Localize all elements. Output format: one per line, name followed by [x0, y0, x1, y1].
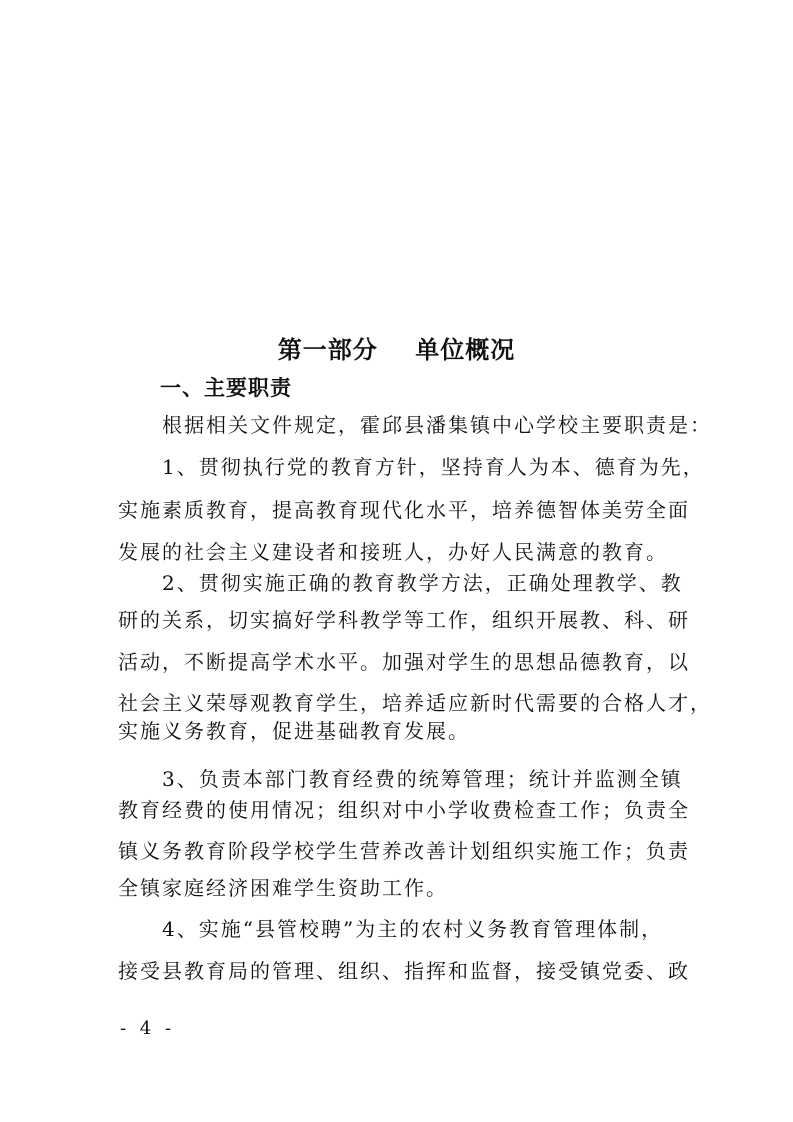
body-line: 根据相关文件规定，霍邱县潘集镇中心学校主要职责是：: [162, 413, 712, 437]
body-line: 全镇家庭经济困难学生资助工作。: [118, 876, 448, 900]
page-number: - 4 -: [120, 1018, 176, 1039]
body-line: 实施义务教育，促进基础教育发展。: [118, 719, 470, 743]
body-line: 4、实施“县管校聘”为主的农村义务教育管理体制，: [162, 917, 664, 941]
body-line: 镇义务教育阶段学校学生营养改善计划组织实施工作；负责: [118, 839, 690, 863]
body-line: 3、负责本部门教育经费的统筹管理；统计并监测全镇: [162, 767, 683, 791]
body-line: 教育经费的使用情况；组织对中小学收费检查工作；负责全: [118, 798, 690, 822]
body-line: 1、贯彻执行党的教育方针，坚持育人为本、德育为先，: [162, 455, 705, 479]
part-title: 第一部分 单位概况: [277, 336, 516, 364]
body-line: 活动，不断提高学术水平。加强对学生的思想品德教育，以: [118, 650, 690, 674]
section-heading: 一、主要职责: [160, 376, 292, 400]
body-line: 实施素质教育，提高教育现代化水平，培养德智体美劳全面: [118, 498, 690, 522]
body-line: 社会主义荣辱观教育学生，培养适应新时代需要的合格人才，: [118, 691, 712, 715]
body-line: 2、贯彻实施正确的教育教学方法，正确处理教学、教: [162, 571, 683, 595]
body-line: 接受县教育局的管理、组织、指挥和监督，接受镇党委、政: [118, 959, 690, 983]
body-line: 发展的社会主义建设者和接班人，办好人民满意的教育。: [118, 540, 668, 564]
body-line: 研的关系，切实搞好学科教学等工作，组织开展教、科、研: [118, 608, 690, 632]
